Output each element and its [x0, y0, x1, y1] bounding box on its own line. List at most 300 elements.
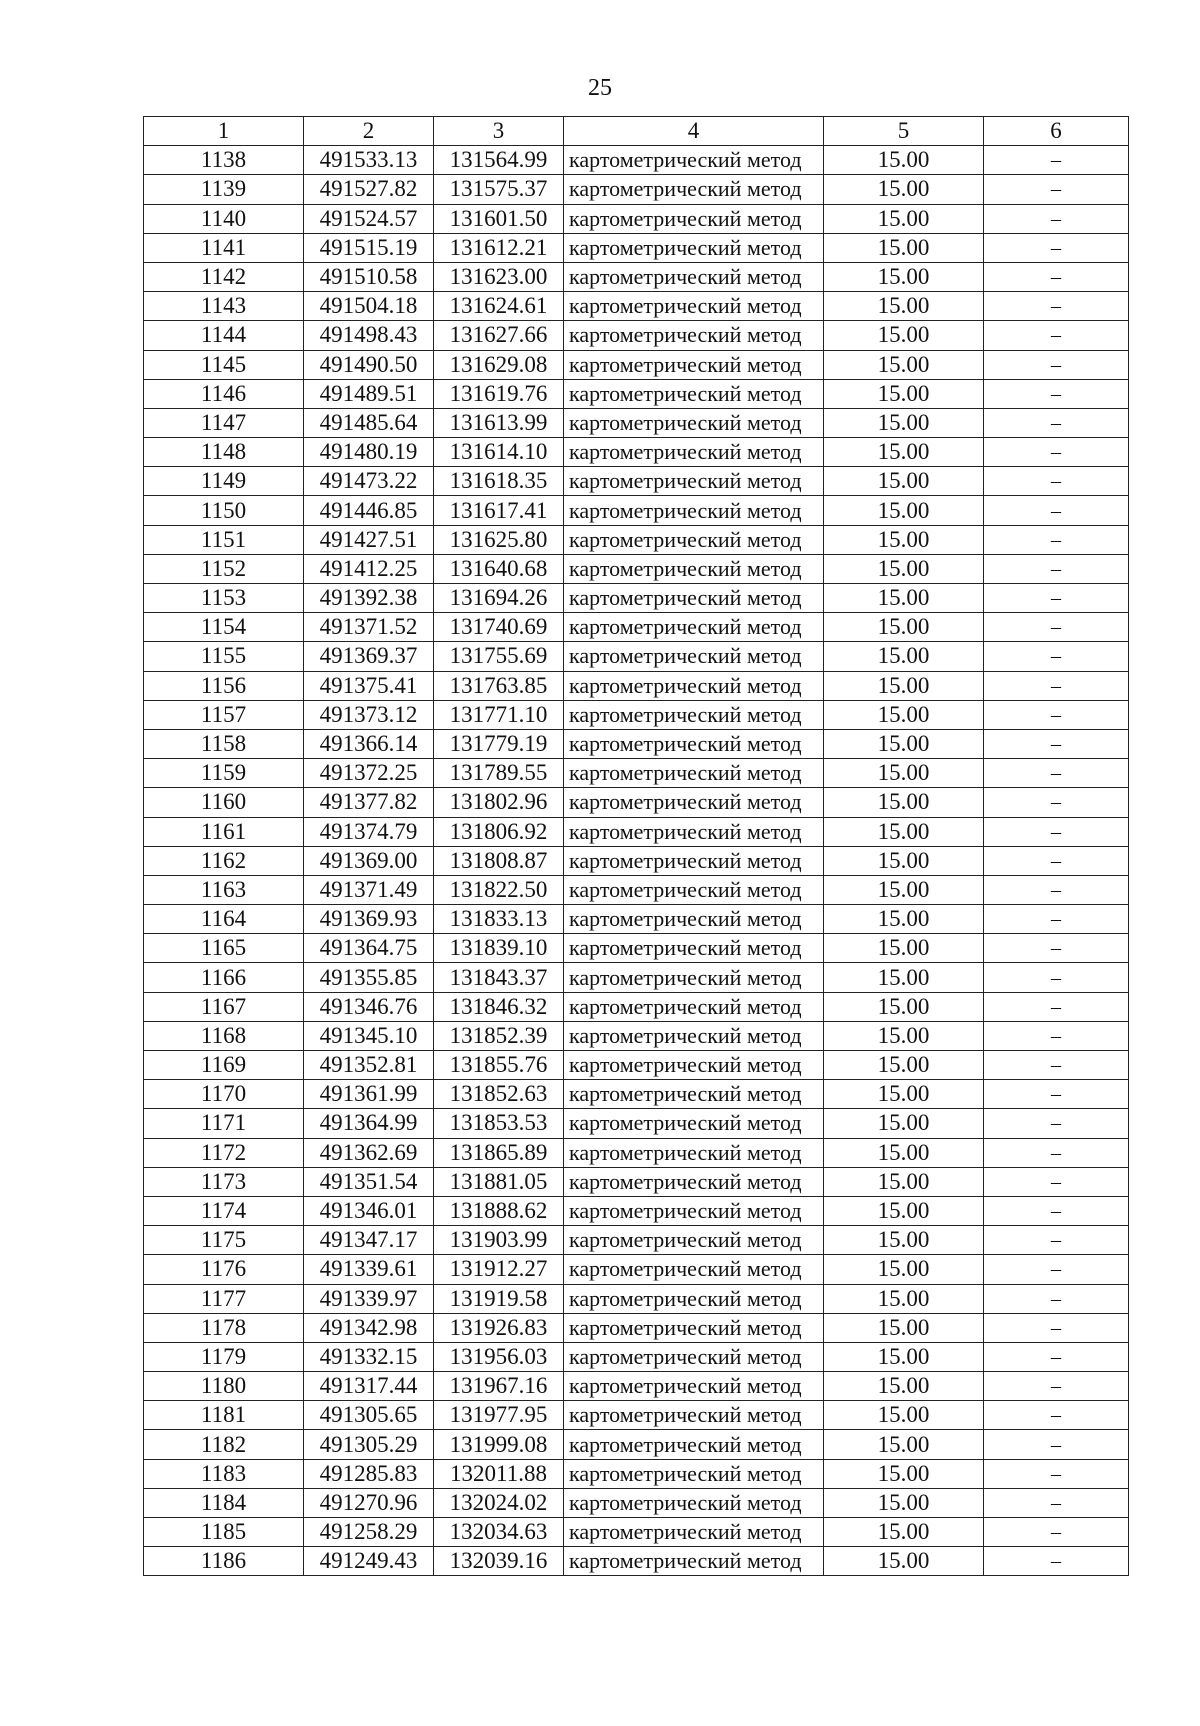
x-coordinate-cell: 491446.85 [304, 496, 434, 525]
note-cell: – [984, 1459, 1129, 1488]
point-number-cell: 1166 [144, 963, 304, 992]
accuracy-cell: 15.00 [824, 1226, 984, 1255]
point-number-cell: 1163 [144, 875, 304, 904]
point-number-cell: 1170 [144, 1080, 304, 1109]
x-coordinate-cell: 491392.38 [304, 584, 434, 613]
note-cell: – [984, 729, 1129, 758]
note-cell: – [984, 379, 1129, 408]
method-cell: картометрический метод [564, 1051, 824, 1080]
y-coordinate-cell: 131855.76 [434, 1051, 564, 1080]
y-coordinate-cell: 131852.39 [434, 1021, 564, 1050]
point-number-cell: 1140 [144, 204, 304, 233]
point-number-cell: 1165 [144, 934, 304, 963]
method-cell: картометрический метод [564, 1547, 824, 1576]
table-row [144, 1138, 1129, 1167]
table-row [144, 642, 1129, 671]
method-cell: картометрический метод [564, 875, 824, 904]
note-cell: – [984, 817, 1129, 846]
method-cell: картометрический метод [564, 554, 824, 583]
note-cell: – [984, 700, 1129, 729]
note-cell: – [984, 350, 1129, 379]
accuracy-cell: 15.00 [824, 700, 984, 729]
point-number-cell: 1152 [144, 554, 304, 583]
method-cell: картометрический метод [564, 934, 824, 963]
accuracy-cell: 15.00 [824, 204, 984, 233]
table-body [144, 146, 1129, 1576]
x-coordinate-cell: 491375.41 [304, 671, 434, 700]
table-header-row [144, 117, 1129, 146]
accuracy-cell: 15.00 [824, 1109, 984, 1138]
note-cell: – [984, 1196, 1129, 1225]
point-number-cell: 1181 [144, 1401, 304, 1430]
table-row [144, 496, 1129, 525]
y-coordinate-cell: 131912.27 [434, 1255, 564, 1284]
method-cell: картометрический метод [564, 1430, 824, 1459]
point-number-cell: 1157 [144, 700, 304, 729]
x-coordinate-cell: 491355.85 [304, 963, 434, 992]
x-coordinate-cell: 491515.19 [304, 233, 434, 262]
accuracy-cell: 15.00 [824, 963, 984, 992]
x-coordinate-cell: 491369.37 [304, 642, 434, 671]
accuracy-cell: 15.00 [824, 1284, 984, 1313]
page-number: 25 [588, 75, 612, 101]
method-cell: картометрический метод [564, 408, 824, 437]
column-header-1: 1 [144, 117, 304, 146]
point-number-cell: 1159 [144, 759, 304, 788]
accuracy-cell: 15.00 [824, 292, 984, 321]
point-number-cell: 1149 [144, 467, 304, 496]
note-cell: – [984, 1518, 1129, 1547]
y-coordinate-cell: 131640.68 [434, 554, 564, 583]
x-coordinate-cell: 491361.99 [304, 1080, 434, 1109]
table-row [144, 934, 1129, 963]
method-cell: картометрический метод [564, 1196, 824, 1225]
point-number-cell: 1145 [144, 350, 304, 379]
point-number-cell: 1141 [144, 233, 304, 262]
point-number-cell: 1168 [144, 1021, 304, 1050]
x-coordinate-cell: 491362.69 [304, 1138, 434, 1167]
point-number-cell: 1183 [144, 1459, 304, 1488]
accuracy-cell: 15.00 [824, 1488, 984, 1517]
point-number-cell: 1158 [144, 729, 304, 758]
accuracy-cell: 15.00 [824, 1138, 984, 1167]
method-cell: картометрический метод [564, 1167, 824, 1196]
table-row [144, 1255, 1129, 1284]
table-row [144, 817, 1129, 846]
point-number-cell: 1186 [144, 1547, 304, 1576]
x-coordinate-cell: 491524.57 [304, 204, 434, 233]
accuracy-cell: 15.00 [824, 379, 984, 408]
note-cell: – [984, 759, 1129, 788]
x-coordinate-cell: 491369.00 [304, 846, 434, 875]
x-coordinate-cell: 491270.96 [304, 1488, 434, 1517]
x-coordinate-cell: 491490.50 [304, 350, 434, 379]
note-cell: – [984, 846, 1129, 875]
method-cell: картометрический метод [564, 233, 824, 262]
method-cell: картометрический метод [564, 146, 824, 175]
accuracy-cell: 15.00 [824, 1459, 984, 1488]
y-coordinate-cell: 131624.61 [434, 292, 564, 321]
accuracy-cell: 15.00 [824, 846, 984, 875]
y-coordinate-cell: 131977.95 [434, 1401, 564, 1430]
note-cell: – [984, 233, 1129, 262]
y-coordinate-cell: 131881.05 [434, 1167, 564, 1196]
y-coordinate-cell: 131614.10 [434, 438, 564, 467]
x-coordinate-cell: 491332.15 [304, 1342, 434, 1371]
method-cell: картометрический метод [564, 729, 824, 758]
note-cell: – [984, 963, 1129, 992]
table-row [144, 1196, 1129, 1225]
note-cell: – [984, 1051, 1129, 1080]
column-header-3: 3 [434, 117, 564, 146]
note-cell: – [984, 262, 1129, 291]
accuracy-cell: 15.00 [824, 934, 984, 963]
y-coordinate-cell: 131839.10 [434, 934, 564, 963]
accuracy-cell: 15.00 [824, 146, 984, 175]
note-cell: – [984, 204, 1129, 233]
point-number-cell: 1142 [144, 262, 304, 291]
method-cell: картометрический метод [564, 613, 824, 642]
accuracy-cell: 15.00 [824, 1255, 984, 1284]
table-row [144, 1488, 1129, 1517]
point-number-cell: 1155 [144, 642, 304, 671]
y-coordinate-cell: 131763.85 [434, 671, 564, 700]
note-cell: – [984, 905, 1129, 934]
y-coordinate-cell: 132024.02 [434, 1488, 564, 1517]
x-coordinate-cell: 491504.18 [304, 292, 434, 321]
note-cell: – [984, 175, 1129, 204]
y-coordinate-cell: 131919.58 [434, 1284, 564, 1313]
table-row [144, 992, 1129, 1021]
point-number-cell: 1148 [144, 438, 304, 467]
y-coordinate-cell: 131903.99 [434, 1226, 564, 1255]
method-cell: картометрический метод [564, 1255, 824, 1284]
method-cell: картометрический метод [564, 846, 824, 875]
accuracy-cell: 15.00 [824, 1313, 984, 1342]
table-row [144, 525, 1129, 554]
method-cell: картометрический метод [564, 1342, 824, 1371]
method-cell: картометрический метод [564, 1401, 824, 1430]
method-cell: картометрический метод [564, 1109, 824, 1138]
method-cell: картометрический метод [564, 175, 824, 204]
y-coordinate-cell: 131806.92 [434, 817, 564, 846]
note-cell: – [984, 525, 1129, 554]
x-coordinate-cell: 491249.43 [304, 1547, 434, 1576]
note-cell: – [984, 408, 1129, 437]
x-coordinate-cell: 491377.82 [304, 788, 434, 817]
y-coordinate-cell: 132039.16 [434, 1547, 564, 1576]
table-row [144, 700, 1129, 729]
x-coordinate-cell: 491485.64 [304, 408, 434, 437]
accuracy-cell: 15.00 [824, 905, 984, 934]
x-coordinate-cell: 491372.25 [304, 759, 434, 788]
note-cell: – [984, 1547, 1129, 1576]
y-coordinate-cell: 131694.26 [434, 584, 564, 613]
accuracy-cell: 15.00 [824, 321, 984, 350]
point-number-cell: 1147 [144, 408, 304, 437]
method-cell: картометрический метод [564, 700, 824, 729]
table-row [144, 292, 1129, 321]
point-number-cell: 1173 [144, 1167, 304, 1196]
x-coordinate-cell: 491305.65 [304, 1401, 434, 1430]
y-coordinate-cell: 131822.50 [434, 875, 564, 904]
table-row [144, 1401, 1129, 1430]
table-row [144, 1518, 1129, 1547]
column-header-2: 2 [304, 117, 434, 146]
note-cell: – [984, 584, 1129, 613]
method-cell: картометрический метод [564, 584, 824, 613]
point-number-cell: 1176 [144, 1255, 304, 1284]
note-cell: – [984, 292, 1129, 321]
table-row [144, 554, 1129, 583]
table-row [144, 233, 1129, 262]
point-number-cell: 1139 [144, 175, 304, 204]
y-coordinate-cell: 131755.69 [434, 642, 564, 671]
note-cell: – [984, 1488, 1129, 1517]
point-number-cell: 1162 [144, 846, 304, 875]
point-number-cell: 1150 [144, 496, 304, 525]
point-number-cell: 1169 [144, 1051, 304, 1080]
y-coordinate-cell: 131888.62 [434, 1196, 564, 1225]
y-coordinate-cell: 131771.10 [434, 700, 564, 729]
note-cell: – [984, 1255, 1129, 1284]
y-coordinate-cell: 131926.83 [434, 1313, 564, 1342]
point-number-cell: 1138 [144, 146, 304, 175]
y-coordinate-cell: 131740.69 [434, 613, 564, 642]
table-row [144, 1109, 1129, 1138]
point-number-cell: 1178 [144, 1313, 304, 1342]
note-cell: – [984, 1021, 1129, 1050]
table-row [144, 846, 1129, 875]
column-header-4: 4 [564, 117, 824, 146]
x-coordinate-cell: 491364.99 [304, 1109, 434, 1138]
x-coordinate-cell: 491533.13 [304, 146, 434, 175]
y-coordinate-cell: 131575.37 [434, 175, 564, 204]
y-coordinate-cell: 131956.03 [434, 1342, 564, 1371]
accuracy-cell: 15.00 [824, 554, 984, 583]
y-coordinate-cell: 131618.35 [434, 467, 564, 496]
accuracy-cell: 15.00 [824, 759, 984, 788]
y-coordinate-cell: 131625.80 [434, 525, 564, 554]
method-cell: картометрический метод [564, 1138, 824, 1167]
point-number-cell: 1161 [144, 817, 304, 846]
x-coordinate-cell: 491374.79 [304, 817, 434, 846]
accuracy-cell: 15.00 [824, 613, 984, 642]
accuracy-cell: 15.00 [824, 1196, 984, 1225]
note-cell: – [984, 1430, 1129, 1459]
y-coordinate-cell: 131613.99 [434, 408, 564, 437]
y-coordinate-cell: 131967.16 [434, 1372, 564, 1401]
y-coordinate-cell: 131789.55 [434, 759, 564, 788]
accuracy-cell: 15.00 [824, 875, 984, 904]
y-coordinate-cell: 131833.13 [434, 905, 564, 934]
y-coordinate-cell: 131617.41 [434, 496, 564, 525]
point-number-cell: 1151 [144, 525, 304, 554]
x-coordinate-cell: 491317.44 [304, 1372, 434, 1401]
table-row [144, 204, 1129, 233]
x-coordinate-cell: 491371.52 [304, 613, 434, 642]
point-number-cell: 1164 [144, 905, 304, 934]
y-coordinate-cell: 132034.63 [434, 1518, 564, 1547]
x-coordinate-cell: 491366.14 [304, 729, 434, 758]
accuracy-cell: 15.00 [824, 671, 984, 700]
point-number-cell: 1156 [144, 671, 304, 700]
x-coordinate-cell: 491351.54 [304, 1167, 434, 1196]
accuracy-cell: 15.00 [824, 642, 984, 671]
point-number-cell: 1184 [144, 1488, 304, 1517]
table-row [144, 1284, 1129, 1313]
accuracy-cell: 15.00 [824, 1080, 984, 1109]
accuracy-cell: 15.00 [824, 1547, 984, 1576]
table-row [144, 1342, 1129, 1371]
accuracy-cell: 15.00 [824, 817, 984, 846]
y-coordinate-cell: 131852.63 [434, 1080, 564, 1109]
method-cell: картометрический метод [564, 204, 824, 233]
note-cell: – [984, 496, 1129, 525]
y-coordinate-cell: 131846.32 [434, 992, 564, 1021]
note-cell: – [984, 1167, 1129, 1196]
x-coordinate-cell: 491480.19 [304, 438, 434, 467]
table-row [144, 438, 1129, 467]
note-cell: – [984, 1342, 1129, 1371]
point-number-cell: 1143 [144, 292, 304, 321]
table-row [144, 1226, 1129, 1255]
method-cell: картометрический метод [564, 321, 824, 350]
table-row [144, 1372, 1129, 1401]
note-cell: – [984, 1109, 1129, 1138]
accuracy-cell: 15.00 [824, 1167, 984, 1196]
note-cell: – [984, 438, 1129, 467]
accuracy-cell: 15.00 [824, 496, 984, 525]
note-cell: – [984, 613, 1129, 642]
y-coordinate-cell: 131843.37 [434, 963, 564, 992]
table-row [144, 1080, 1129, 1109]
note-cell: – [984, 321, 1129, 350]
note-cell: – [984, 1138, 1129, 1167]
point-number-cell: 1153 [144, 584, 304, 613]
point-number-cell: 1182 [144, 1430, 304, 1459]
x-coordinate-cell: 491427.51 [304, 525, 434, 554]
x-coordinate-cell: 491305.29 [304, 1430, 434, 1459]
table-row [144, 1051, 1129, 1080]
method-cell: картометрический метод [564, 1488, 824, 1517]
point-number-cell: 1174 [144, 1196, 304, 1225]
accuracy-cell: 15.00 [824, 1342, 984, 1371]
note-cell: – [984, 554, 1129, 583]
method-cell: картометрический метод [564, 1518, 824, 1547]
table-row [144, 875, 1129, 904]
accuracy-cell: 15.00 [824, 992, 984, 1021]
y-coordinate-cell: 131808.87 [434, 846, 564, 875]
note-cell: – [984, 875, 1129, 904]
accuracy-cell: 15.00 [824, 175, 984, 204]
x-coordinate-cell: 491489.51 [304, 379, 434, 408]
method-cell: картометрический метод [564, 671, 824, 700]
x-coordinate-cell: 491412.25 [304, 554, 434, 583]
accuracy-cell: 15.00 [824, 1051, 984, 1080]
table-row [144, 262, 1129, 291]
point-number-cell: 1172 [144, 1138, 304, 1167]
x-coordinate-cell: 491285.83 [304, 1459, 434, 1488]
y-coordinate-cell: 132011.88 [434, 1459, 564, 1488]
table-row [144, 1021, 1129, 1050]
method-cell: картометрический метод [564, 1459, 824, 1488]
y-coordinate-cell: 131779.19 [434, 729, 564, 758]
x-coordinate-cell: 491371.49 [304, 875, 434, 904]
accuracy-cell: 15.00 [824, 1430, 984, 1459]
x-coordinate-cell: 491345.10 [304, 1021, 434, 1050]
table-row [144, 1459, 1129, 1488]
point-number-cell: 1175 [144, 1226, 304, 1255]
method-cell: картометрический метод [564, 1372, 824, 1401]
table-row [144, 905, 1129, 934]
x-coordinate-cell: 491339.61 [304, 1255, 434, 1284]
y-coordinate-cell: 131612.21 [434, 233, 564, 262]
x-coordinate-cell: 491346.76 [304, 992, 434, 1021]
y-coordinate-cell: 131629.08 [434, 350, 564, 379]
point-number-cell: 1171 [144, 1109, 304, 1138]
method-cell: картометрический метод [564, 642, 824, 671]
point-number-cell: 1185 [144, 1518, 304, 1547]
y-coordinate-cell: 131865.89 [434, 1138, 564, 1167]
point-number-cell: 1179 [144, 1342, 304, 1371]
note-cell: – [984, 1226, 1129, 1255]
accuracy-cell: 15.00 [824, 1518, 984, 1547]
note-cell: – [984, 642, 1129, 671]
method-cell: картометрический метод [564, 817, 824, 846]
y-coordinate-cell: 131627.66 [434, 321, 564, 350]
point-number-cell: 1146 [144, 379, 304, 408]
table-row [144, 467, 1129, 496]
table-row [144, 1167, 1129, 1196]
accuracy-cell: 15.00 [824, 408, 984, 437]
note-cell: – [984, 934, 1129, 963]
table-row [144, 1313, 1129, 1342]
note-cell: – [984, 1313, 1129, 1342]
table-row [144, 146, 1129, 175]
y-coordinate-cell: 131853.53 [434, 1109, 564, 1138]
method-cell: картометрический метод [564, 438, 824, 467]
point-number-cell: 1167 [144, 992, 304, 1021]
x-coordinate-cell: 491473.22 [304, 467, 434, 496]
x-coordinate-cell: 491527.82 [304, 175, 434, 204]
table-row [144, 671, 1129, 700]
method-cell: картометрический метод [564, 379, 824, 408]
y-coordinate-cell: 131619.76 [434, 379, 564, 408]
y-coordinate-cell: 131999.08 [434, 1430, 564, 1459]
note-cell: – [984, 671, 1129, 700]
note-cell: – [984, 788, 1129, 817]
accuracy-cell: 15.00 [824, 788, 984, 817]
method-cell: картометрический метод [564, 262, 824, 291]
note-cell: – [984, 1080, 1129, 1109]
y-coordinate-cell: 131623.00 [434, 262, 564, 291]
method-cell: картометрический метод [564, 292, 824, 321]
table-row [144, 788, 1129, 817]
y-coordinate-cell: 131564.99 [434, 146, 564, 175]
accuracy-cell: 15.00 [824, 350, 984, 379]
y-coordinate-cell: 131802.96 [434, 788, 564, 817]
table-row [144, 350, 1129, 379]
method-cell: картометрический метод [564, 788, 824, 817]
x-coordinate-cell: 491339.97 [304, 1284, 434, 1313]
table-row [144, 759, 1129, 788]
method-cell: картометрический метод [564, 1080, 824, 1109]
table-row [144, 1430, 1129, 1459]
x-coordinate-cell: 491373.12 [304, 700, 434, 729]
method-cell: картометрический метод [564, 1226, 824, 1255]
method-cell: картометрический метод [564, 905, 824, 934]
